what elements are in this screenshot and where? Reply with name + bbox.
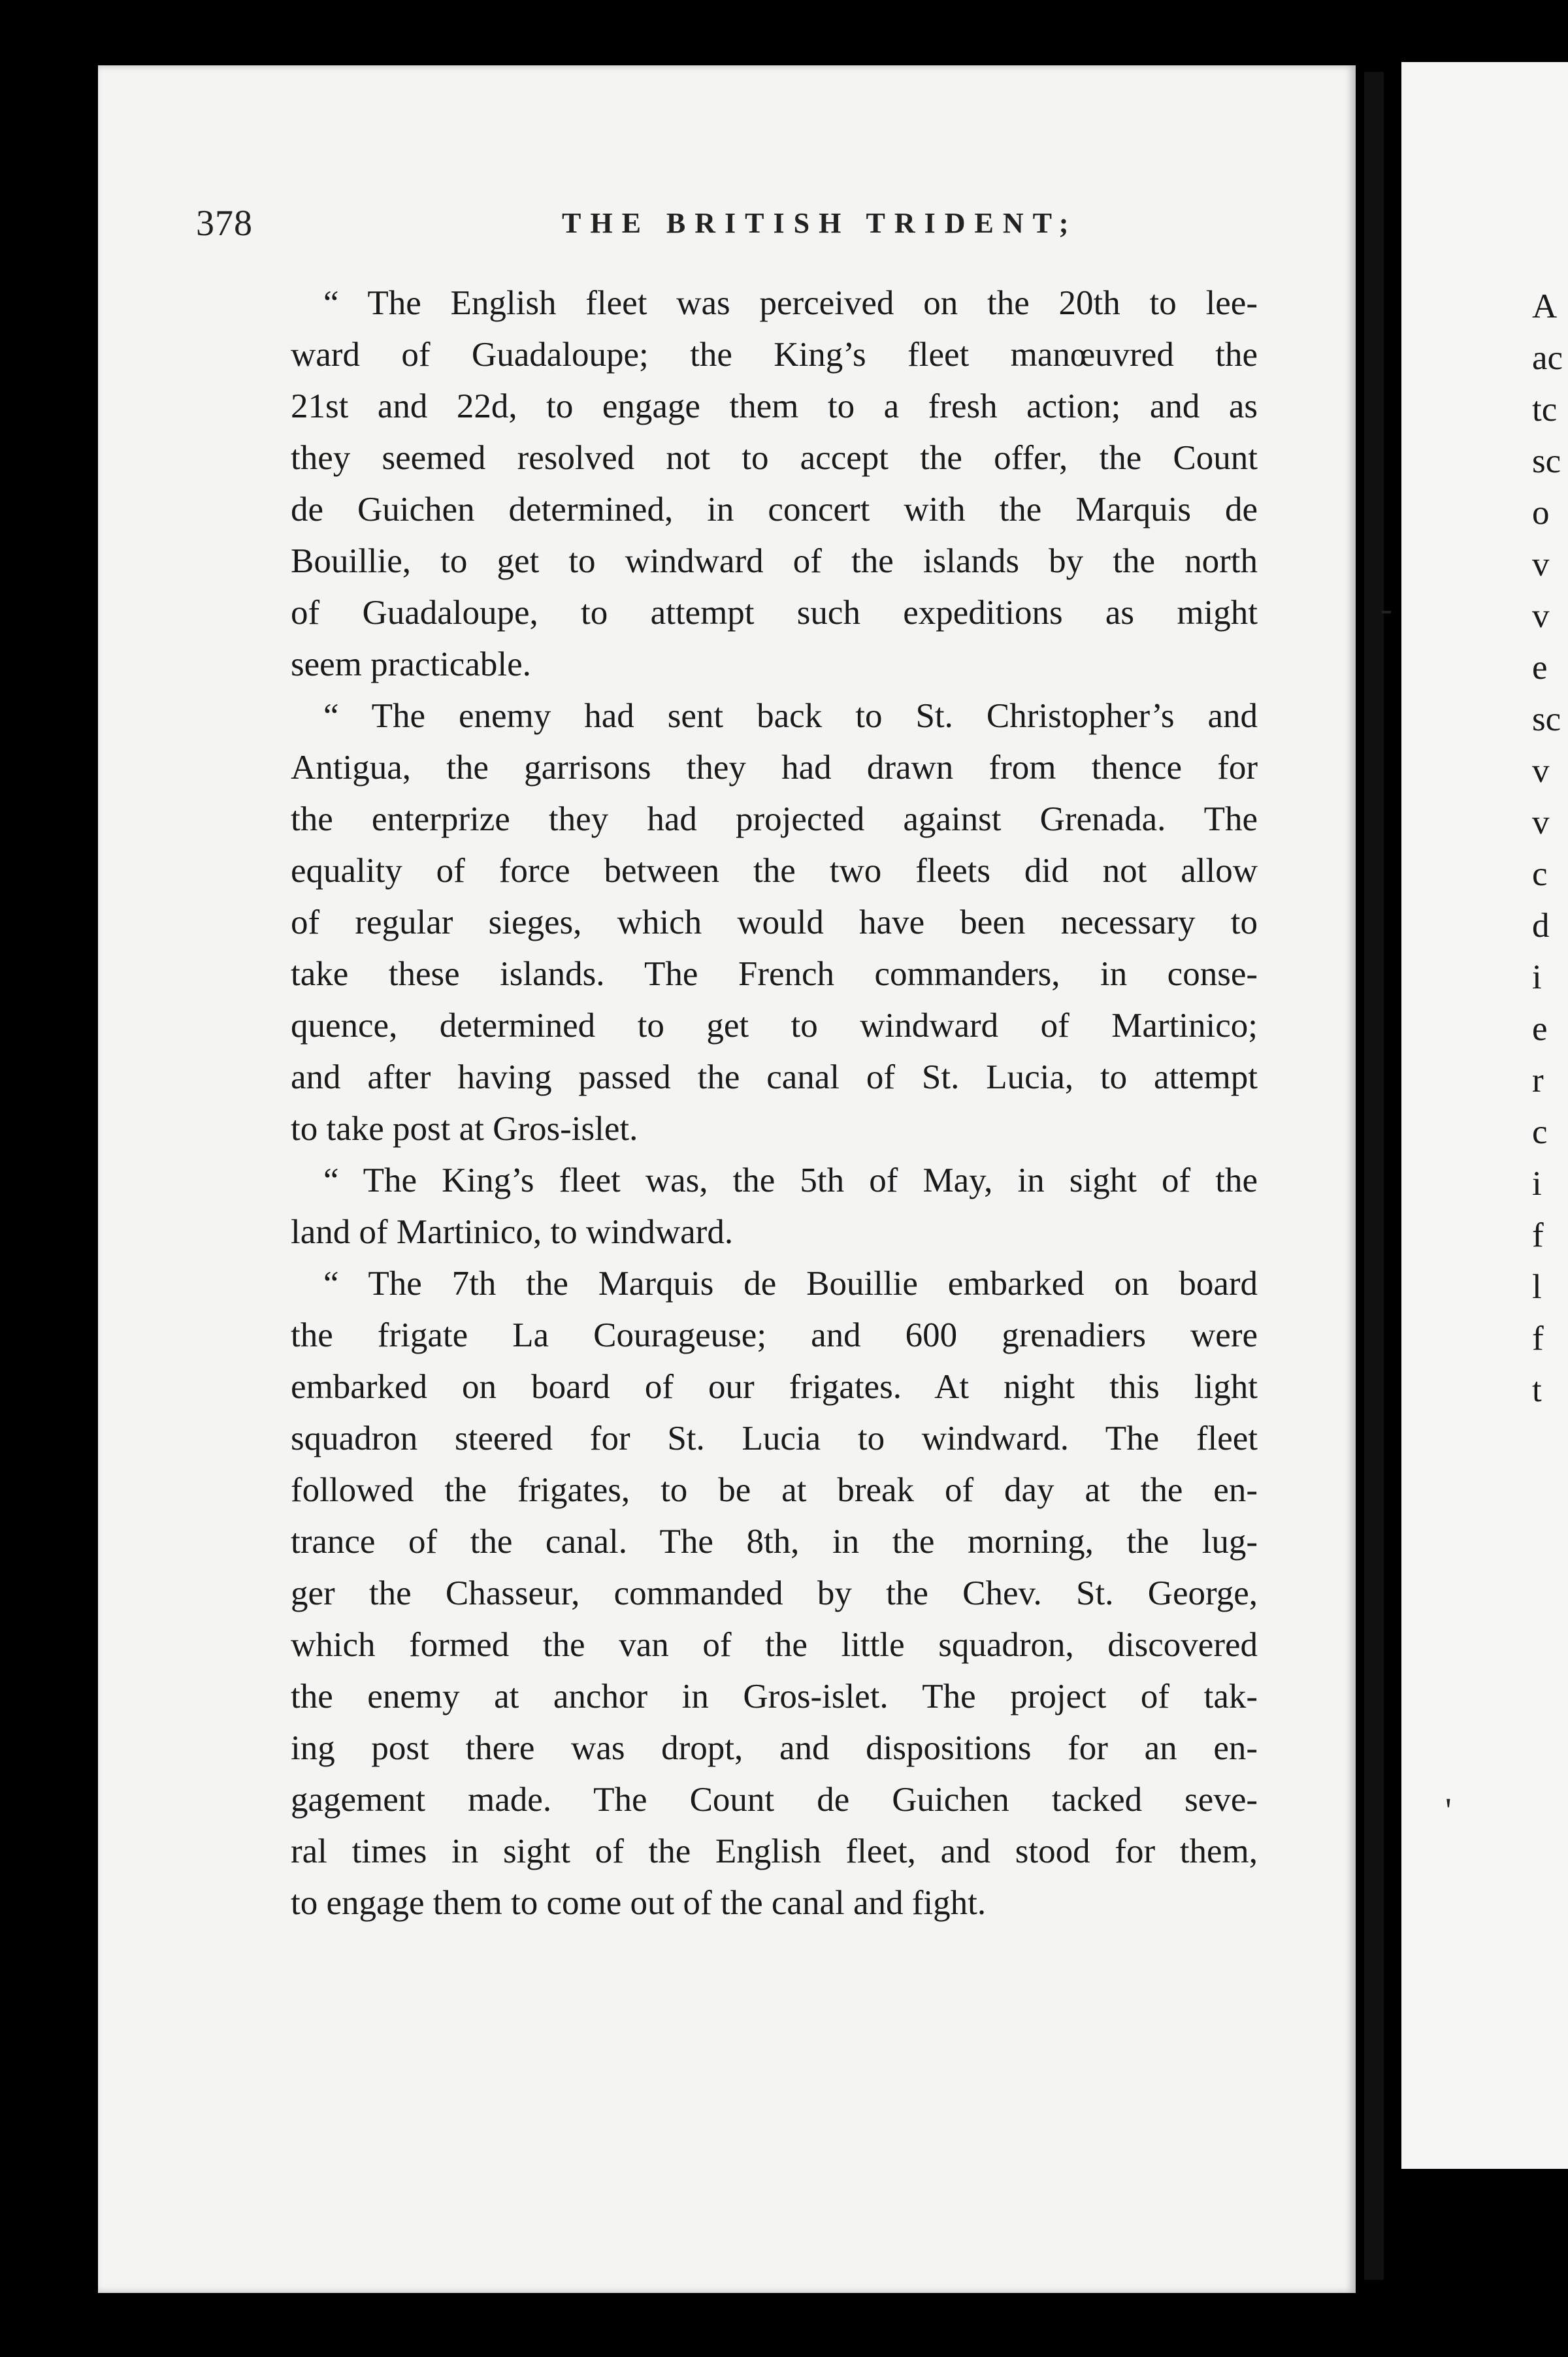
text-line: ral times in sight of the English fleet, and stood for them, [291, 1832, 1258, 1870]
text-line: to engage them to come out of the canal and fight. [291, 1884, 987, 1922]
text-line: Antigua, the garrisons they had drawn from thence for [291, 749, 1258, 787]
text-line: ward of Guadaloupe; the King’s fleet manœuvred the [291, 336, 1258, 374]
paragraph [291, 691, 1258, 1155]
text-line: de Guichen determined, in concert with the Marquis de [291, 491, 1258, 528]
body-text [291, 278, 1258, 1929]
book-gutter [1364, 72, 1384, 2280]
text-line: and after having passed the canal of St. Lucia, to attempt [291, 1058, 1258, 1096]
text-line: the enemy at anchor in Gros-islet. The project of tak- [291, 1678, 1258, 1715]
fragment: f [1532, 1216, 1544, 1254]
text-line: to take post at Gros-islet. [291, 1110, 638, 1148]
text-line: the frigate La Courageuse; and 600 grenadiers were [291, 1316, 1258, 1354]
text-line: they seemed resolved not to accept the offer, the Count [291, 439, 1258, 477]
fragment: ac [1532, 339, 1563, 377]
text-line: followed the frigates, to be at break of day at the en- [291, 1471, 1258, 1509]
fragment: r [1532, 1062, 1544, 1099]
fragment: c [1532, 855, 1548, 893]
paragraph [291, 1258, 1258, 1929]
fragment: v [1532, 804, 1550, 841]
text-line: of Guadaloupe, to attempt such expeditions as might [291, 594, 1258, 632]
fragment: o [1532, 494, 1550, 532]
text-line: “ The enemy had sent back to St. Christopher’s and [323, 697, 1258, 735]
fragment: e [1532, 1010, 1548, 1048]
text-line: 21st and 22d, to engage them to a fresh action; and as [291, 387, 1258, 425]
text-line: “ The 7th the Marquis de Bouillie embarked on board [323, 1265, 1258, 1303]
fragment: v [1532, 752, 1550, 790]
fragment: A [1532, 287, 1558, 325]
margin-tick [1382, 611, 1391, 613]
fragment: l [1532, 1268, 1542, 1306]
fragment: sc [1532, 442, 1561, 480]
fragment: v [1532, 597, 1550, 635]
paragraph [291, 278, 1258, 691]
fragment: v [1532, 545, 1550, 583]
text-line: which formed the van of the little squadron, discovered [291, 1626, 1258, 1664]
text-line: “ The English fleet was perceived on the 20th to lee- [323, 284, 1258, 322]
fragment: tc [1532, 391, 1558, 429]
text-line: ger the Chasseur, commanded by the Chev. St. George, [291, 1574, 1258, 1612]
fragment: e [1532, 649, 1548, 687]
text-line: the enterprize they had projected against Grenada. The [291, 800, 1258, 838]
fragment: i [1532, 1165, 1542, 1203]
fragment: c [1532, 1113, 1548, 1151]
text-line: Bouillie, to get to windward of the islands by the north [291, 542, 1258, 580]
text-line: take these islands. The French commanders, in conse- [291, 955, 1258, 993]
running-title: THE BRITISH TRIDENT; [562, 207, 1078, 239]
fragment: sc [1532, 700, 1561, 738]
page-header [196, 203, 1254, 255]
text-line: gagement made. The Count de Guichen tacked seve- [291, 1781, 1258, 1819]
text-line: quence, determined to get to windward of Martinico; [291, 1007, 1258, 1045]
fragment: f [1532, 1320, 1544, 1357]
text-line: embarked on board of our frigates. At night this light [291, 1368, 1258, 1406]
text-line: of regular sieges, which would have been necessary to [291, 903, 1258, 941]
fragment: t [1532, 1371, 1542, 1409]
text-line: ing post there was dropt, and dispositions for an en- [291, 1729, 1258, 1767]
text-line: trance of the canal. The 8th, in the morning, the lug- [291, 1523, 1258, 1561]
paragraph [291, 1155, 1258, 1258]
stray-mark: ' [1445, 1791, 1452, 1830]
text-line: “ The King’s fleet was, the 5th of May, in sight of the [323, 1162, 1258, 1199]
text-line: seem practicable. [291, 645, 531, 683]
fragment: d [1532, 907, 1550, 945]
fragment: i [1532, 958, 1542, 996]
text-line: land of Martinico, to windward. [291, 1213, 734, 1251]
page-number: 378 [196, 203, 253, 244]
right-page-fragments [1532, 281, 1568, 1416]
text-line: equality of force between the two fleets did not allow [291, 852, 1258, 890]
text-line: squadron steered for St. Lucia to windward. The fleet [291, 1420, 1258, 1457]
